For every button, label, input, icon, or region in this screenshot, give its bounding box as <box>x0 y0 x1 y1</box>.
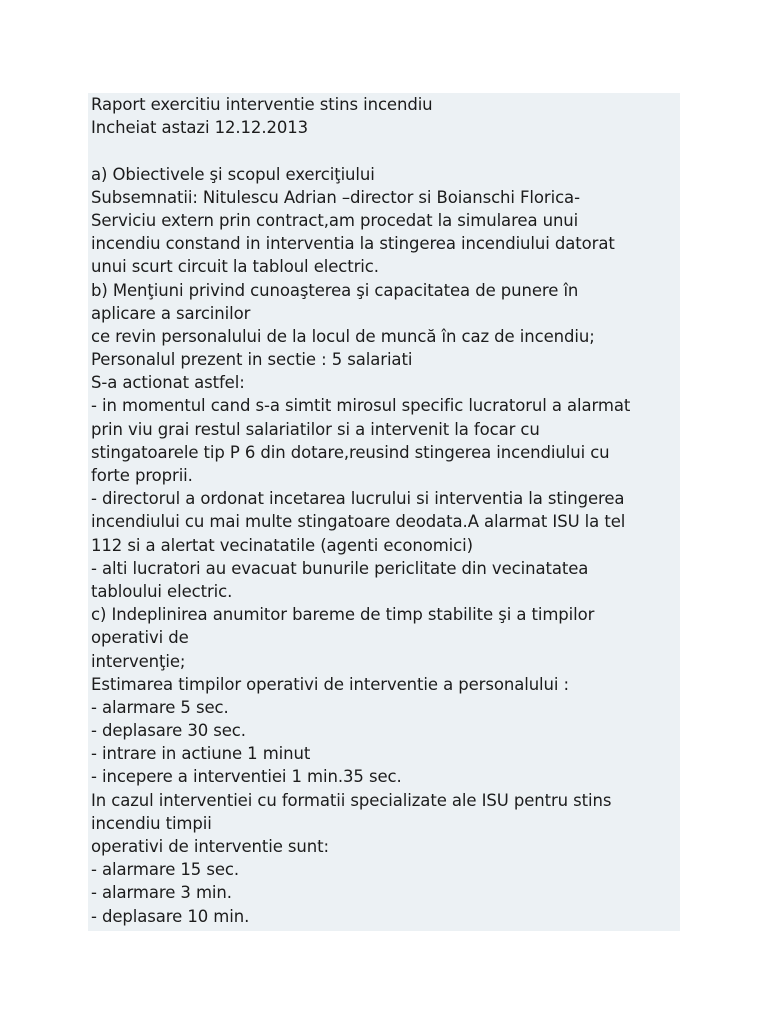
section-c-line: - deplasare 30 sec. <box>91 721 246 741</box>
document-page <box>88 93 680 931</box>
section-b-line: - in momentul cand s-a simtit mirosul specific lucratorul a alarmat <box>91 396 631 416</box>
blank-line <box>91 139 680 162</box>
section-a-line: unui scurt circuit la tabloul electric. <box>91 257 379 277</box>
section-c-line: operativi de interventie sunt: <box>91 837 329 856</box>
section-c-line: In cazul interventiei cu formatii specializate ale ISU pentru stins <box>91 790 612 810</box>
section-b-line: 112 si a alertat vecinatatile (agenti economici) <box>91 535 473 555</box>
section-b-heading: aplicare a sarcinilor <box>91 303 251 323</box>
section-b-line: incendiului cu mai multe stingatoare deodata.A alarmat ISU la tel <box>91 512 626 532</box>
section-c-line: - incepere a interventiei 1 min.35 sec. <box>91 767 402 787</box>
section-b-heading: ce revin personalului de la locul de muncă în caz de incendiu; <box>91 326 595 346</box>
document-title: Raport exercitiu interventie stins incendiu <box>91 95 433 114</box>
section-a-line: incendiu constand in interventia la stingerea incendiului datorat <box>91 234 615 254</box>
section-c-line: - deplasare 10 min. <box>91 906 250 926</box>
document-date: Incheiat astazi 12.12.2013 <box>91 118 309 138</box>
section-a-line: Subsemnatii: Nitulescu Adrian –director si Boianschi Florica- <box>91 187 580 207</box>
section-b-line: Personalul prezent in sectie : 5 salariati <box>91 350 413 370</box>
section-a-line: Serviciu extern prin contract,am procedat la simularea unui <box>91 210 579 230</box>
section-c-line: Estimarea timpilor operativi de interventie a personalului : <box>91 674 569 694</box>
section-c-line: - alarmare 15 sec. <box>91 860 240 880</box>
section-b-line: S-a actionat astfel: <box>91 373 245 393</box>
section-a-heading: a) Obiectivele şi scopul exerciţiului <box>91 164 375 184</box>
section-b-line: - alti lucratori au evacuat bunurile periclitate din vecinatatea <box>91 558 589 578</box>
section-c-line: - alarmare 3 min. <box>91 883 232 903</box>
document-body <box>91 93 680 928</box>
section-b-line: forte proprii. <box>91 466 193 485</box>
section-c-heading: operativi de <box>91 628 189 648</box>
section-c-heading: c) Indeplinirea anumitor bareme de timp stabilite şi a timpilor <box>91 605 595 625</box>
section-b-heading: b) Menţiuni privind cunoaşterea şi capacitatea de punere în <box>91 280 579 300</box>
section-c-line: - alarmare 5 sec. <box>91 697 229 717</box>
section-b-line: stingatoarele tip P 6 din dotare,reusind stingerea incendiului cu <box>91 442 610 462</box>
section-b-line: prin viu grai restul salariatilor si a intervenit la focar cu <box>91 419 540 439</box>
section-b-line: - directorul a ordonat incetarea lucrului si interventia la stingerea <box>91 489 625 509</box>
section-b-line: tabloului electric. <box>91 581 233 601</box>
section-c-line: incendiu timpii <box>91 813 212 833</box>
section-c-line: - intrare in actiune 1 minut <box>91 744 311 764</box>
section-c-heading: intervenţie; <box>91 651 186 671</box>
